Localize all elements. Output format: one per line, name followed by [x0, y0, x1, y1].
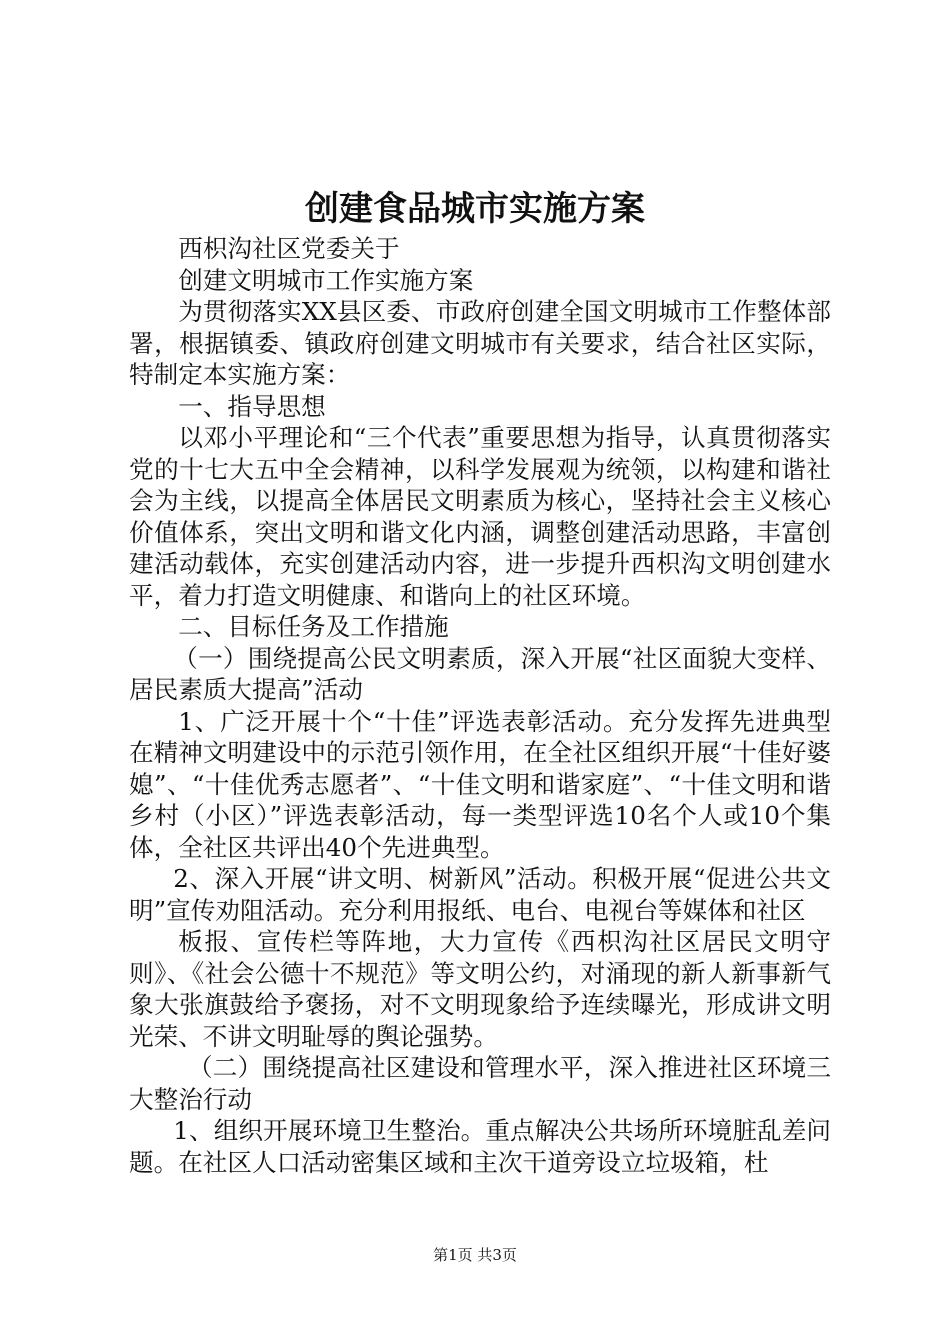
- paragraph-heading-line-1: 西枳沟社区党委关于: [178, 234, 400, 263]
- document-title: 创建食品城市实施方案: [305, 189, 645, 229]
- subsection-heading-1: （一）围绕提高公民文明素质，深入开展“社区面貌大变样、居民素质大提高”活动: [129, 643, 831, 704]
- document-body: [129, 233, 831, 1178]
- section-heading-guiding-ideology: 一、指导思想: [178, 391, 326, 421]
- paragraph-guiding-ideology: 以邓小平理论和“三个代表”重要思想为指导，认真贯彻落实党的十七大五中全会精神，以科学发展观为统领，以构建和谐社会为主线，以提高全体居民文明素质为核心，坚持社会主义核心价值体系，突出文明和谐文化内涵，调整创建活动思路，丰富创建活动载体，充实创建活动内容，进一步提升西枳沟文明创建水平，着力打造文明健康、和谐向上的社区环境。: [129, 423, 831, 610]
- paragraph-item-1-1: 1、广泛开展十个“十佳”评选表彰活动。充分发挥先进典型在精神文明建设中的示范引领作用，在全社区组织开展“十佳好婆媳”、“十佳优秀志愿者”、“十佳文明和谐家庭”、“十佳文明和谐乡村（小区）”评选表彰活动，每一类型评选10名个人或10个集体，全社区共评出40个先进典型。: [129, 706, 831, 862]
- subsection-heading-2: （二）围绕提高社区建设和管理水平，深入推进社区环境三大整治行动: [129, 1053, 831, 1114]
- paragraph-item-2-1: 1、组织开展环境卫生整治。重点解决公共场所环境脏乱差问题。在社区人口活动密集区域和主次干道旁设立垃圾箱，杜: [129, 1116, 831, 1177]
- paragraph-item-1-2: 2、深入开展“讲文明、树新风”活动。积极开展“促进公共文明”宣传劝阻活动。充分利用报纸、电台、电视台等媒体和社区: [129, 864, 831, 925]
- section-heading-goals: 二、目标任务及工作措施: [178, 612, 449, 641]
- page-footer: 第1页 共3页: [433, 1246, 517, 1264]
- paragraph-heading-line-2: 创建文明城市工作实施方案: [178, 265, 474, 295]
- paragraph-item-1-2-cont: 板报、宣传栏等阵地，大力宣传《西枳沟社区居民文明守则》、《社会公德十不规范》等文明公约，对涌现的新人新事新气象大张旗鼓给予褒扬，对不文明现象给予连续曝光，形成讲文明光荣、不讲文明耻辱的舆论强势。: [129, 927, 831, 1051]
- paragraph-intro: 为贯彻落实XX县区委、市政府创建全国文明城市工作整体部署，根据镇委、镇政府创建文明城市有关要求，结合社区实际，特制定本实施方案：: [129, 297, 831, 389]
